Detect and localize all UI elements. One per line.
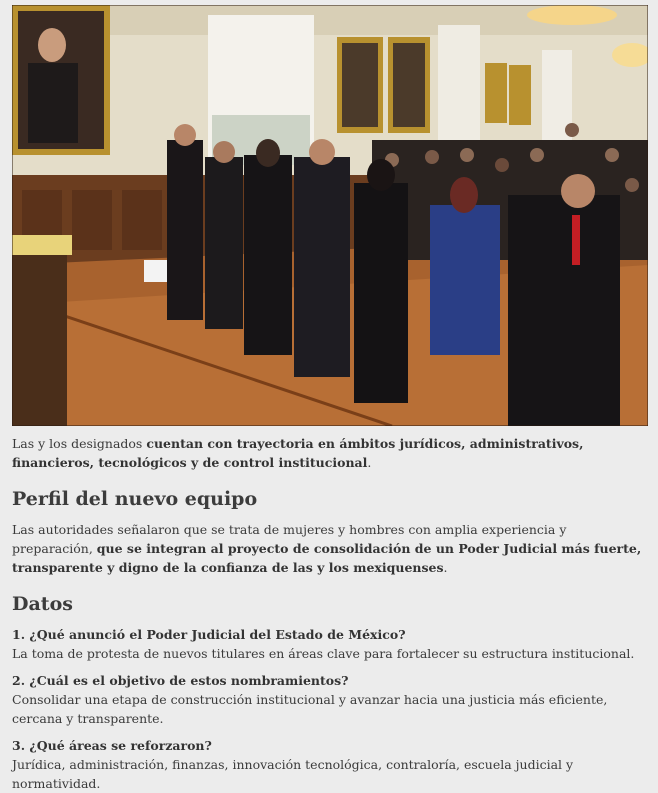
paragraph-bold: que se integran al proyecto de consolidación de un Poder Judicial más fuerte, transparente y digno de la confianza de las y los mexiquenses xyxy=(12,541,642,575)
article-page xyxy=(0,5,658,789)
section-paragraph-perfil xyxy=(12,520,646,577)
faq-list xyxy=(12,625,646,793)
caption-bold: cuentan con trayectoria en ámbitos jurídicos, administrativos, financieros, tecnológicos y de control institucional xyxy=(12,436,584,470)
paragraph-suffix: . xyxy=(443,560,448,575)
faq-answer: Jurídica, administración, finanzas, innovación tecnológica, contraloría, escuela judicial y normatividad. xyxy=(12,757,574,791)
faq-question: 1. ¿Qué anunció el Poder Judicial del Estado de México? xyxy=(12,627,406,642)
faq-item xyxy=(12,625,646,663)
faq-item xyxy=(12,671,646,728)
photo-caption xyxy=(12,434,646,472)
faq-answer: La toma de protesta de nuevos titulares en áreas clave para fortalecer su estructura institucional. xyxy=(12,646,635,661)
caption-suffix: . xyxy=(367,455,372,470)
faq-answer: Consolidar una etapa de construcción institucional y avanzar hacia una justicia más eficiente, cercana y transparente. xyxy=(12,692,608,726)
caption-prefix: Las y los designados xyxy=(12,436,147,451)
faq-question: 2. ¿Cuál es el objetivo de estos nombramientos? xyxy=(12,673,349,688)
faq-question: 3. ¿Qué áreas se reforzaron? xyxy=(12,738,212,753)
article-photo xyxy=(12,5,648,426)
ceremony-photo-illustration xyxy=(12,5,648,426)
section-title-datos: Datos xyxy=(12,593,73,615)
faq-item xyxy=(12,736,646,793)
section-title-perfil: Perfil del nuevo equipo xyxy=(12,488,258,510)
paragraph-prefix: Las autoridades señalaron que se trata de mujeres y hombres con amplia experiencia y preparación, xyxy=(12,522,567,556)
